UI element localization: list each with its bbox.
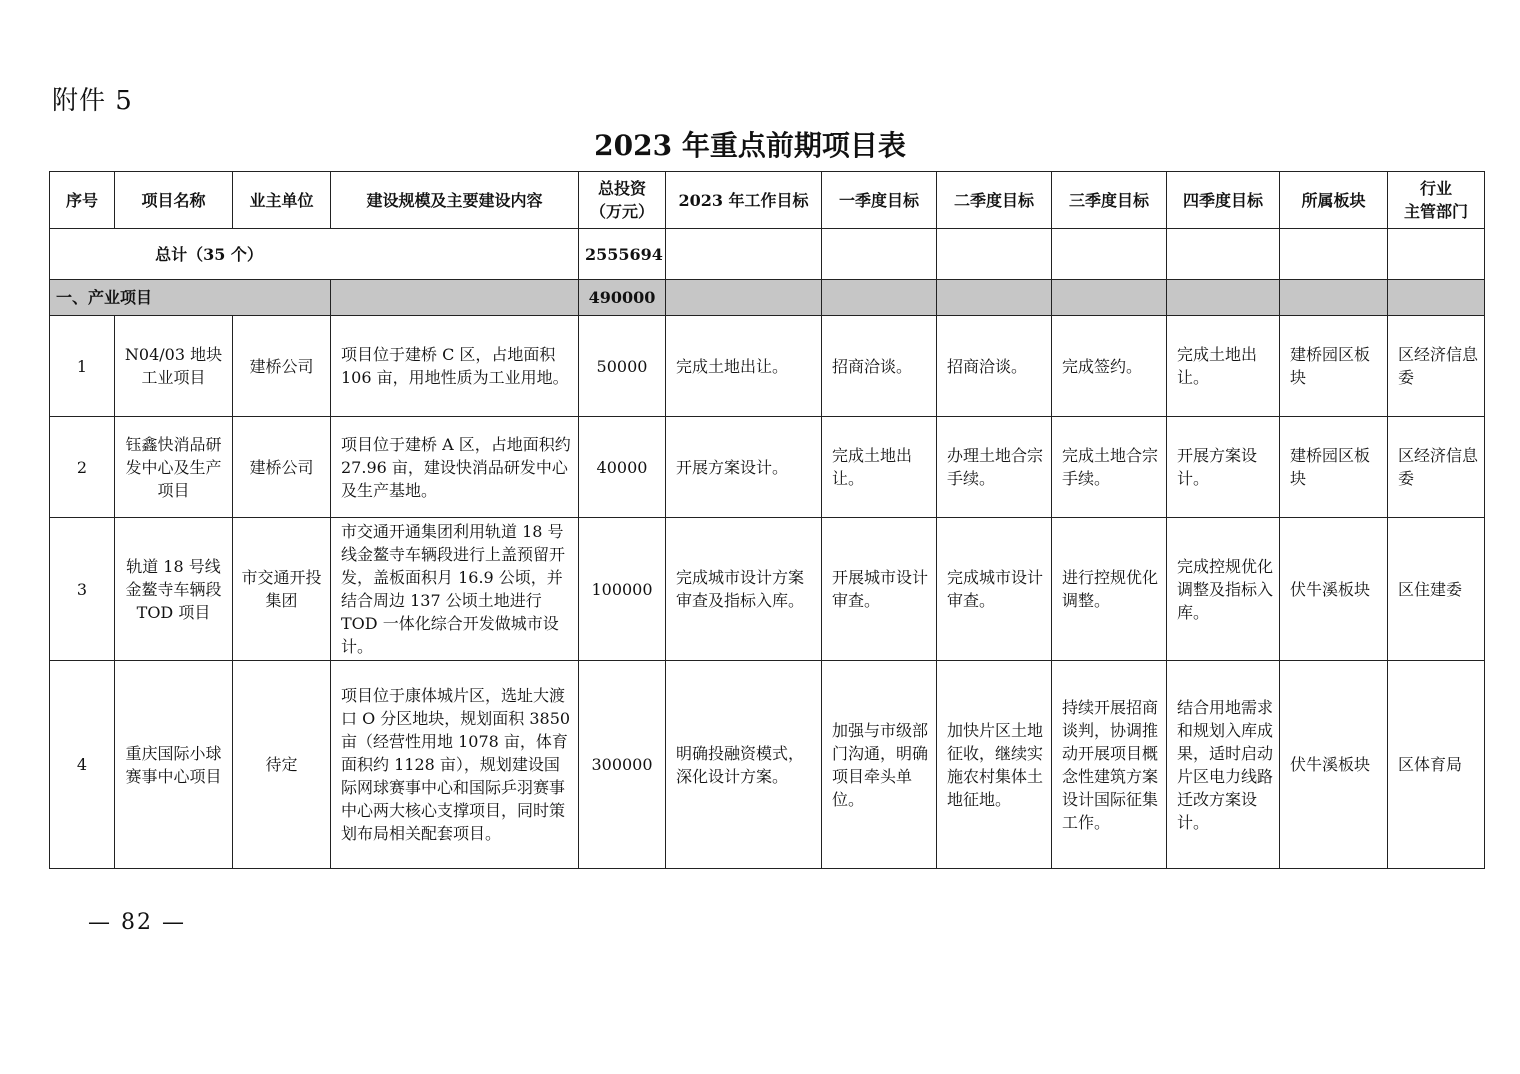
row-q4: 结合用地需求和规划入库成果，适时启动片区电力线路迁改方案设计。 <box>1167 661 1280 869</box>
header-q1: 一季度目标 <box>822 172 937 229</box>
empty-cell <box>1167 229 1280 280</box>
header-owner: 业主单位 <box>233 172 331 229</box>
row-sector: 伏牛溪板块 <box>1280 661 1388 869</box>
row-q4: 完成控规优化调整及指标入库。 <box>1167 518 1280 661</box>
row-owner: 建桥公司 <box>233 316 331 417</box>
row-project-name: 轨道 18 号线金鳌寺车辆段 TOD 项目 <box>115 518 233 661</box>
header-investment <box>579 172 666 229</box>
empty-cell <box>1052 280 1167 316</box>
empty-cell <box>1280 229 1388 280</box>
row-q3: 完成签约。 <box>1052 316 1167 417</box>
row-sector: 伏牛溪板块 <box>1280 518 1388 661</box>
row-scope: 项目位于建桥 C 区，占地面积 106 亩，用地性质为工业用地。 <box>331 316 579 417</box>
row-q2: 办理土地合宗手续。 <box>937 417 1052 518</box>
row-q1: 开展城市设计审查。 <box>822 518 937 661</box>
header-scope: 建设规模及主要建设内容 <box>331 172 579 229</box>
row-q4: 完成土地出让。 <box>1167 316 1280 417</box>
document-title: 2023 年重点前期项目表 <box>594 129 906 162</box>
header-seq: 序号 <box>50 172 115 229</box>
section-row <box>50 280 1485 316</box>
row-q3: 完成土地合宗手续。 <box>1052 417 1167 518</box>
empty-cell <box>331 280 579 316</box>
attachment-label: 附件 5 <box>52 86 133 116</box>
row-sector: 建桥园区板块 <box>1280 316 1388 417</box>
header-goal-2023: 2023 年工作目标 <box>666 172 822 229</box>
table-header-row <box>50 172 1485 229</box>
empty-cell <box>1388 280 1485 316</box>
total-investment: 2555694 <box>579 229 666 280</box>
header-investment-line2: （万元） <box>589 202 654 221</box>
row-q1: 完成土地出让。 <box>822 417 937 518</box>
row-investment: 300000 <box>579 661 666 869</box>
header-dept-line1: 行业 <box>1419 179 1452 198</box>
header-q4: 四季度目标 <box>1167 172 1280 229</box>
empty-cell <box>937 280 1052 316</box>
row-sector: 建桥园区板块 <box>1280 417 1388 518</box>
header-investment-line1: 总投资 <box>597 179 646 198</box>
row-project-name: 重庆国际小球赛事中心项目 <box>115 661 233 869</box>
table-row <box>50 316 1485 417</box>
row-goal-2023: 开展方案设计。 <box>666 417 822 518</box>
row-scope: 项目位于建桥 A 区，占地面积约 27.96 亩，建设快消品研发中心及生产基地。 <box>331 417 579 518</box>
header-sector: 所属板块 <box>1280 172 1388 229</box>
row-q2: 完成城市设计审查。 <box>937 518 1052 661</box>
section-label: 一、产业项目 <box>50 280 331 316</box>
row-owner: 市交通开投集团 <box>233 518 331 661</box>
total-label-text: 总计（35 个） <box>155 244 263 264</box>
row-q2: 加快片区土地征收，继续实施农村集体土地征地。 <box>937 661 1052 869</box>
row-q4: 开展方案设计。 <box>1167 417 1280 518</box>
header-q3: 三季度目标 <box>1052 172 1167 229</box>
table-row <box>50 518 1485 661</box>
row-q3: 持续开展招商谈判，协调推动开展项目概念性建筑方案设计国际征集工作。 <box>1052 661 1167 869</box>
header-dept <box>1388 172 1485 229</box>
row-investment: 50000 <box>579 316 666 417</box>
row-seq: 4 <box>50 661 115 869</box>
project-table <box>49 171 1485 869</box>
header-q2: 二季度目标 <box>937 172 1052 229</box>
row-investment: 40000 <box>579 417 666 518</box>
row-seq: 1 <box>50 316 115 417</box>
row-project-name: 钰鑫快消品研发中心及生产项目 <box>115 417 233 518</box>
total-row <box>50 229 1485 280</box>
row-q1: 招商洽谈。 <box>822 316 937 417</box>
row-project-name: N04/03 地块工业项目 <box>115 316 233 417</box>
row-q2: 招商洽谈。 <box>937 316 1052 417</box>
empty-cell <box>937 229 1052 280</box>
row-dept: 区经济信息委 <box>1388 417 1485 518</box>
row-seq: 3 <box>50 518 115 661</box>
row-seq: 2 <box>50 417 115 518</box>
page-number: — 82 — <box>88 910 186 935</box>
empty-cell <box>1280 280 1388 316</box>
row-dept: 区住建委 <box>1388 518 1485 661</box>
empty-cell <box>822 229 937 280</box>
header-dept-line2: 主管部门 <box>1403 202 1468 221</box>
row-investment: 100000 <box>579 518 666 661</box>
empty-cell <box>822 280 937 316</box>
table-row <box>50 417 1485 518</box>
row-q3: 进行控规优化调整。 <box>1052 518 1167 661</box>
empty-cell <box>666 229 822 280</box>
empty-cell <box>1052 229 1167 280</box>
row-goal-2023: 明确投融资模式，深化设计方案。 <box>666 661 822 869</box>
table-row <box>50 661 1485 869</box>
row-goal-2023: 完成土地出让。 <box>666 316 822 417</box>
empty-cell <box>1167 280 1280 316</box>
row-goal-2023: 完成城市设计方案审查及指标入库。 <box>666 518 822 661</box>
total-label <box>50 229 579 280</box>
row-dept: 区体育局 <box>1388 661 1485 869</box>
row-scope: 市交通开通集团利用轨道 18 号线金鳌寺车辆段进行上盖预留开发，盖板面积月 16.9 公顷，并结合周边 137 公顷土地进行 TOD 一体化综合开发做城市设计。 <box>331 518 579 661</box>
row-owner: 待定 <box>233 661 331 869</box>
empty-cell <box>1388 229 1485 280</box>
row-dept: 区经济信息委 <box>1388 316 1485 417</box>
row-owner: 建桥公司 <box>233 417 331 518</box>
row-q1: 加强与市级部门沟通，明确项目牵头单位。 <box>822 661 937 869</box>
row-scope: 项目位于康体城片区，选址大渡口 O 分区地块，规划面积 3850 亩（经营性用地 1078 亩，体育面积约 1128 亩），规划建设国际网球赛事中心和国际乒羽赛事中心两大核心支撑项目，同时策划布局相关配套项目。 <box>331 661 579 869</box>
empty-cell <box>666 280 822 316</box>
section-investment: 490000 <box>579 280 666 316</box>
header-project-name: 项目名称 <box>115 172 233 229</box>
